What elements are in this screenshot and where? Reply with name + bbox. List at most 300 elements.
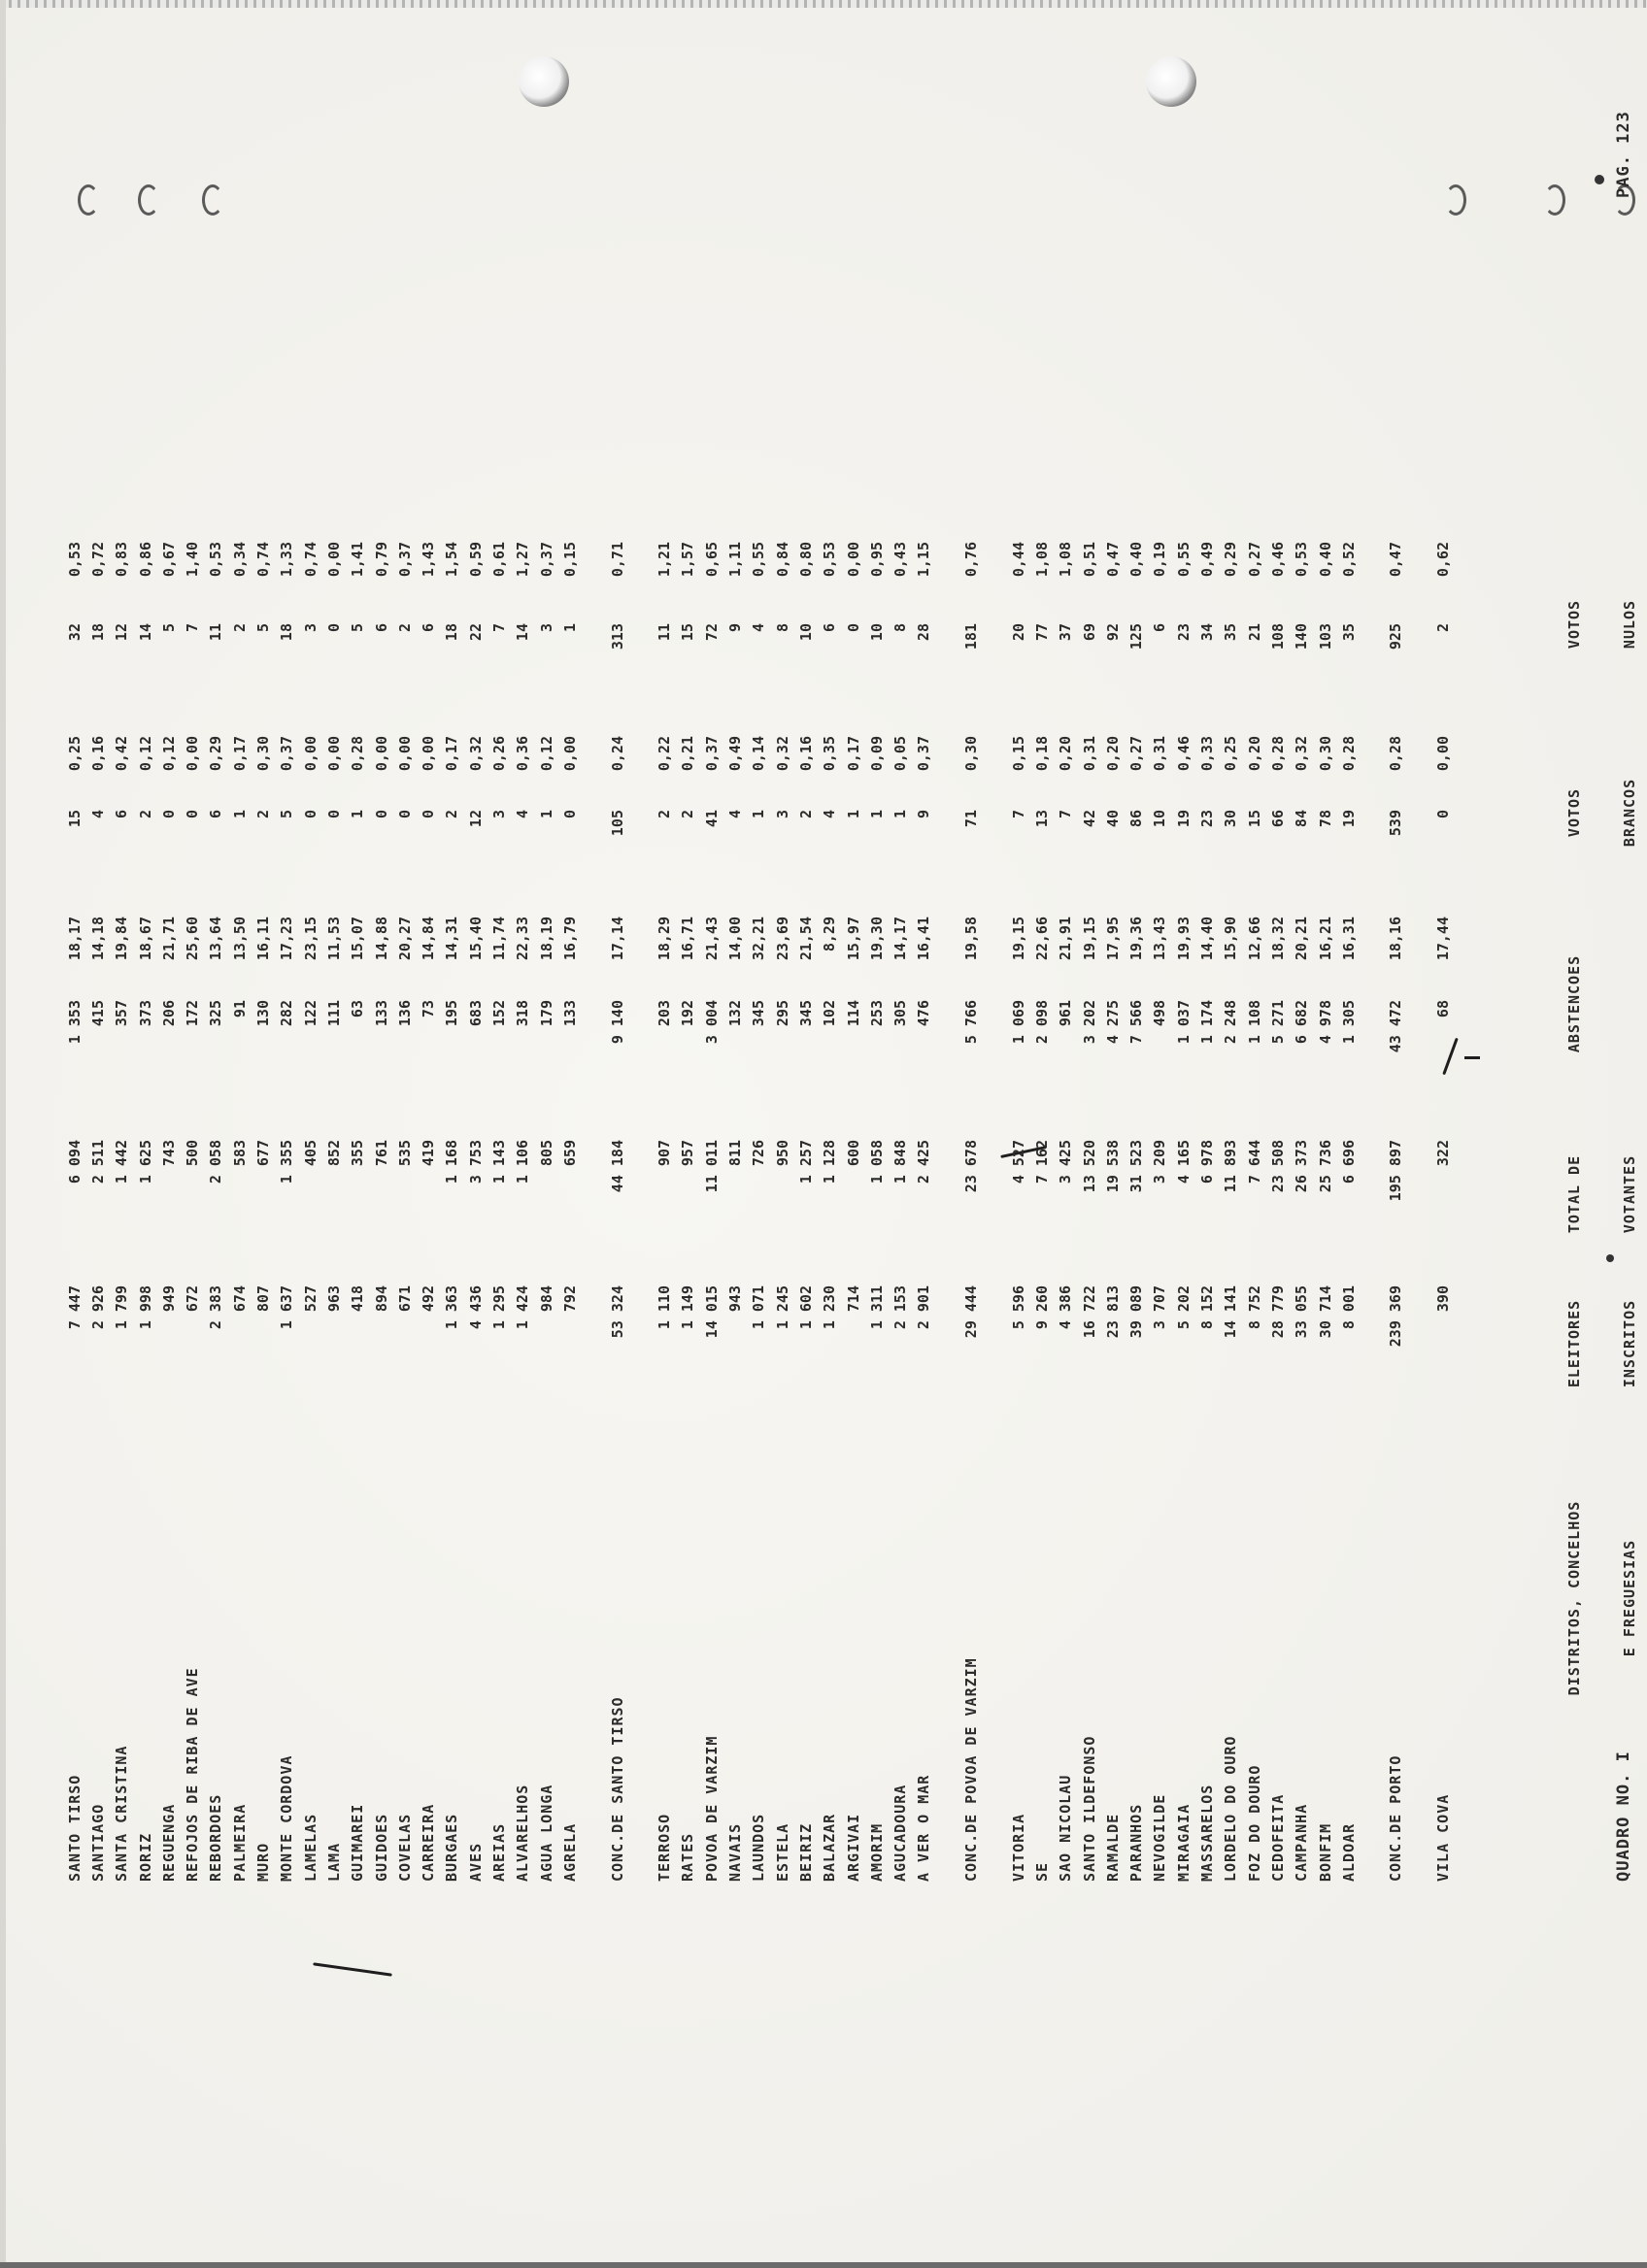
brancos-percent: 0,00 (395, 736, 414, 772)
nulos-percent: 1,15 (915, 542, 933, 578)
quadro-label: QUADRO NO. I (1614, 1751, 1633, 1882)
abstencoes-count: 114 (844, 1000, 862, 1027)
abstencoes-percent: 25,60 (184, 917, 202, 961)
nulos-count: 0 (844, 623, 862, 633)
brancos-percent: 0,21 (679, 736, 697, 772)
brancos-count: 0 (372, 810, 390, 819)
brancos-count: 2 (679, 810, 697, 819)
table-row (1082, 0, 1097, 2268)
eleitores-inscritos: 9 260 (1032, 1285, 1051, 1330)
brancos-percent: 0,05 (891, 736, 910, 772)
brancos-count: 66 (1268, 810, 1287, 828)
brancos-count: 30 (1222, 810, 1240, 828)
abstencoes-count: 1 174 (1198, 1000, 1216, 1045)
abstencoes-percent: 19,15 (1080, 917, 1098, 961)
nulos-count: 15 (679, 623, 697, 642)
table-row (67, 0, 83, 2268)
eleitores-inscritos: 1 110 (655, 1285, 674, 1330)
table-row (1199, 0, 1215, 2268)
abstencoes-percent: 21,71 (159, 917, 178, 961)
nulos-percent: 0,47 (1103, 542, 1122, 578)
total-votantes: 677 (254, 1140, 272, 1167)
brancos-count: 1 (349, 810, 367, 819)
brancos-percent: 0,20 (1057, 736, 1075, 772)
abstencoes-count: 136 (395, 1000, 414, 1027)
brancos-count: 539 (1387, 810, 1405, 837)
eleitores-inscritos: 672 (184, 1285, 202, 1313)
nulos-percent: 1,11 (726, 542, 744, 578)
eleitores-inscritos: 1 149 (679, 1285, 697, 1330)
brancos-percent: 0,30 (962, 736, 980, 772)
brancos-count: 1 (230, 810, 249, 819)
eleitores-inscritos: 53 324 (608, 1285, 626, 1339)
nulos-count: 10 (867, 623, 886, 642)
district-name: BONFIM (1316, 1822, 1334, 1882)
abstencoes-percent: 20,21 (1293, 917, 1311, 961)
total-votantes: 1 355 (278, 1140, 296, 1184)
table-row (1105, 0, 1121, 2268)
nulos-count: 3 (537, 623, 555, 633)
col-header-districts: DISTRITOS, CONCELHOS E FREGUESIAS (1565, 1500, 1638, 1696)
eleitores-inscritos: 1 799 (113, 1285, 131, 1330)
table-row (916, 0, 931, 2268)
nulos-percent: 0,65 (702, 542, 721, 578)
abstencoes-count: 203 (655, 1000, 674, 1027)
eleitores-inscritos: 674 (230, 1285, 249, 1313)
nulos-percent: 0,62 (1434, 542, 1452, 578)
total-votantes: 726 (750, 1140, 768, 1167)
total-votantes: 1 168 (443, 1140, 461, 1184)
eleitores-inscritos: 7 447 (65, 1285, 84, 1330)
brancos-count: 6 (113, 810, 131, 819)
table-row (610, 0, 625, 2268)
abstencoes-count: 111 (324, 1000, 343, 1027)
eleitores-inscritos: 949 (159, 1285, 178, 1313)
abstencoes-percent: 19,58 (962, 917, 980, 961)
nulos-count: 5 (254, 623, 272, 633)
abstencoes-count: 498 (1151, 1000, 1169, 1027)
abstencoes-count: 282 (278, 1000, 296, 1027)
total-votantes: 23 508 (1268, 1140, 1287, 1193)
table-row (586, 0, 601, 2268)
table-row (656, 0, 672, 2268)
nulos-percent: 1,33 (278, 542, 296, 578)
eleitores-inscritos: 418 (349, 1285, 367, 1313)
eleitores-inscritos: 2 926 (88, 1285, 107, 1330)
brancos-count: 4 (514, 810, 532, 819)
nulos-count: 77 (1032, 623, 1051, 642)
eleitores-inscritos: 1 637 (278, 1285, 296, 1330)
district-name: AMORIM (867, 1822, 886, 1882)
abstencoes-count: 961 (1057, 1000, 1075, 1027)
district-name: POVOA DE VARZIM (702, 1735, 721, 1882)
total-votantes: 1 442 (113, 1140, 131, 1184)
district-name: SANTO ILDEFONSO (1080, 1735, 1098, 1882)
nulos-percent: 0,47 (1387, 542, 1405, 578)
nulos-percent: 0,40 (1127, 542, 1146, 578)
abstencoes-count: 373 (136, 1000, 154, 1027)
brancos-count: 3 (490, 810, 508, 819)
total-votantes: 419 (420, 1140, 438, 1167)
abstencoes-count: 3 202 (1080, 1000, 1098, 1045)
table-row (1034, 0, 1050, 2268)
eleitores-inscritos: 1 311 (867, 1285, 886, 1330)
abstencoes-count: 305 (891, 1000, 910, 1027)
brancos-count: 6 (207, 810, 225, 819)
abstencoes-percent: 16,31 (1339, 917, 1358, 961)
table-row (539, 0, 555, 2268)
nulos-count: 18 (443, 623, 461, 642)
district-name: MURO (254, 1842, 272, 1882)
table-row (1011, 0, 1026, 2268)
abstencoes-percent: 19,36 (1127, 917, 1146, 961)
nulos-count: 8 (891, 623, 910, 633)
nulos-percent: 1,41 (349, 542, 367, 578)
col-header-abstencoes: ABSTENCOES (1565, 954, 1583, 1053)
total-votantes: 761 (372, 1140, 390, 1167)
abstencoes-percent: 8,29 (821, 917, 839, 952)
table-row (350, 0, 365, 2268)
abstencoes-count: 4 275 (1103, 1000, 1122, 1045)
eleitores-inscritos: 1 245 (773, 1285, 791, 1330)
abstencoes-percent: 13,64 (207, 917, 225, 961)
abstencoes-count: 195 (443, 1000, 461, 1027)
nulos-count: 140 (1293, 623, 1311, 650)
abstencoes-count: 5 271 (1268, 1000, 1287, 1045)
district-name: VILA COVA (1434, 1793, 1452, 1882)
brancos-count: 1 (891, 810, 910, 819)
table-row (846, 0, 861, 2268)
table-row (90, 0, 106, 2268)
total-votantes: 195 897 (1387, 1140, 1405, 1202)
eleitores-inscritos: 14 015 (702, 1285, 721, 1339)
brancos-count: 4 (726, 810, 744, 819)
nulos-percent: 0,46 (1268, 542, 1287, 578)
abstencoes-count: 43 472 (1387, 1000, 1405, 1053)
nulos-count: 2 (395, 623, 414, 633)
col-header-nulos: VOTOS NULOS (1565, 599, 1638, 650)
abstencoes-percent: 23,69 (773, 917, 791, 961)
brancos-count: 78 (1316, 810, 1334, 828)
district-name: REGUENGA (159, 1803, 178, 1882)
table-row (1412, 0, 1428, 2268)
eleitores-inscritos: 390 (1434, 1285, 1452, 1313)
brancos-percent: 0,28 (1387, 736, 1405, 772)
nulos-percent: 0,52 (1339, 542, 1358, 578)
district-name: GUIDOES (372, 1813, 390, 1882)
total-votantes: 1 625 (136, 1140, 154, 1184)
table-row (1294, 0, 1309, 2268)
total-votantes: 1 257 (796, 1140, 815, 1184)
abstencoes-count: 68 (1434, 1000, 1452, 1018)
district-name: A VER O MAR (915, 1774, 933, 1882)
table-row (869, 0, 885, 2268)
district-name: LAMELAS (301, 1813, 319, 1882)
brancos-percent: 0,20 (1245, 736, 1263, 772)
eleitores-inscritos: 2 901 (915, 1285, 933, 1330)
abstencoes-count: 133 (372, 1000, 390, 1027)
nulos-count: 72 (702, 623, 721, 642)
nulos-percent: 0,84 (773, 542, 791, 578)
district-name: SANTIAGO (88, 1803, 107, 1882)
nulos-count: 1 (560, 623, 579, 633)
table-row (822, 0, 837, 2268)
table-row (775, 0, 790, 2268)
brancos-count: 5 (278, 810, 296, 819)
brancos-percent: 0,46 (1174, 736, 1193, 772)
table-row (468, 0, 484, 2268)
nulos-percent: 0,74 (254, 542, 272, 578)
eleitores-inscritos: 792 (560, 1285, 579, 1313)
brancos-count: 0 (301, 810, 319, 819)
nulos-percent: 0,44 (1009, 542, 1027, 578)
total-votantes: 2 511 (88, 1140, 107, 1184)
nulos-count: 8 (773, 623, 791, 633)
district-name: ARGIVAI (844, 1813, 862, 1882)
eleitores-inscritos: 30 714 (1316, 1285, 1334, 1339)
total-votantes: 6 978 (1198, 1140, 1216, 1184)
district-name: RORIZ (136, 1832, 154, 1882)
brancos-count: 0 (395, 810, 414, 819)
brancos-percent: 0,00 (560, 736, 579, 772)
district-name: AGUCADOURA (891, 1784, 910, 1882)
eleitores-inscritos: 1 998 (136, 1285, 154, 1330)
nulos-percent: 0,34 (230, 542, 249, 578)
district-name: CAMPANHA (1293, 1803, 1311, 1882)
nulos-percent: 0,19 (1151, 542, 1169, 578)
nulos-percent: 1,40 (184, 542, 202, 578)
abstencoes-percent: 13,50 (230, 917, 249, 961)
total-votantes: 4 527 (1009, 1140, 1027, 1184)
eleitores-inscritos: 1 071 (750, 1285, 768, 1330)
eleitores-inscritos: 23 813 (1103, 1285, 1122, 1339)
abstencoes-percent: 12,66 (1245, 917, 1263, 961)
total-votantes: 1 848 (891, 1140, 910, 1184)
brancos-percent: 0,14 (750, 736, 768, 772)
eleitores-inscritos: 8 752 (1245, 1285, 1263, 1330)
abstencoes-count: 318 (514, 1000, 532, 1027)
total-votantes: 19 538 (1103, 1140, 1122, 1193)
abstencoes-count: 9 140 (608, 1000, 626, 1045)
total-votantes: 6 094 (65, 1140, 84, 1184)
nulos-count: 2 (1434, 623, 1452, 633)
abstencoes-count: 3 004 (702, 1000, 721, 1045)
district-name: NEVOGILDE (1151, 1793, 1169, 1882)
nulos-percent: 0,59 (466, 542, 485, 578)
total-votantes: 743 (159, 1140, 178, 1167)
district-name: ALDOAR (1339, 1822, 1358, 1882)
eleitores-inscritos: 807 (254, 1285, 272, 1313)
district-name: CONC.DE PORTO (1387, 1754, 1405, 1882)
brancos-count: 105 (608, 810, 626, 837)
brancos-percent: 0,32 (466, 736, 485, 772)
abstencoes-count: 132 (726, 1000, 744, 1027)
nulos-count: 20 (1009, 623, 1027, 642)
brancos-percent: 0,30 (1316, 736, 1334, 772)
eleitores-inscritos: 5 596 (1009, 1285, 1027, 1330)
brancos-percent: 0,09 (867, 736, 886, 772)
brancos-percent: 0,37 (702, 736, 721, 772)
abstencoes-percent: 17,23 (278, 917, 296, 961)
total-votantes: 1 143 (490, 1140, 508, 1184)
brancos-percent: 0,30 (254, 736, 272, 772)
brancos-count: 1 (537, 810, 555, 819)
district-name: COVELAS (395, 1813, 414, 1882)
abstencoes-percent: 17,95 (1103, 917, 1122, 961)
abstencoes-percent: 22,33 (514, 917, 532, 961)
brancos-count: 2 (796, 810, 815, 819)
nulos-count: 37 (1057, 623, 1075, 642)
nulos-percent: 0,80 (796, 542, 815, 578)
nulos-percent: 0,15 (560, 542, 579, 578)
district-name: RAMALDE (1103, 1813, 1122, 1882)
brancos-percent: 0,18 (1032, 736, 1051, 772)
district-name: SANTA CRISTINA (113, 1745, 131, 1882)
total-votantes: 405 (301, 1140, 319, 1167)
eleitores-inscritos: 1 424 (514, 1285, 532, 1330)
brancos-count: 13 (1032, 810, 1051, 828)
nulos-count: 103 (1316, 623, 1334, 650)
table-row (374, 0, 389, 2268)
nulos-count: 5 (159, 623, 178, 633)
district-name: LAMA (324, 1842, 343, 1882)
nulos-count: 10 (796, 623, 815, 642)
eleitores-inscritos: 29 444 (962, 1285, 980, 1339)
table-row (491, 0, 507, 2268)
abstencoes-percent: 14,00 (726, 917, 744, 961)
total-votantes: 11 893 (1222, 1140, 1240, 1193)
nulos-percent: 0,49 (1198, 542, 1216, 578)
eleitores-inscritos: 527 (301, 1285, 319, 1313)
abstencoes-count: 91 (230, 1000, 249, 1018)
brancos-percent: 0,26 (490, 736, 508, 772)
eleitores-inscritos: 4 386 (1057, 1285, 1075, 1330)
nulos-count: 5 (349, 623, 367, 633)
district-name: CEDOFEITA (1268, 1793, 1287, 1882)
abstencoes-percent: 17,44 (1434, 917, 1452, 961)
brancos-count: 12 (466, 810, 485, 828)
total-votantes: 31 523 (1127, 1140, 1146, 1193)
table-row (892, 0, 908, 2268)
brancos-count: 2 (655, 810, 674, 819)
brancos-count: 0 (159, 810, 178, 819)
nulos-count: 18 (88, 623, 107, 642)
col-header-inscritos: ELEITORES INSCRITOS (1565, 1299, 1638, 1388)
district-name: ESTELA (773, 1822, 791, 1882)
brancos-count: 7 (1057, 810, 1075, 819)
abstencoes-percent: 18,67 (136, 917, 154, 961)
brancos-percent: 0,29 (207, 736, 225, 772)
nulos-percent: 1,27 (514, 542, 532, 578)
nulos-count: 23 (1174, 623, 1193, 642)
eleitores-inscritos: 2 383 (207, 1285, 225, 1330)
district-name: BURGAES (443, 1813, 461, 1882)
nulos-percent: 0,37 (395, 542, 414, 578)
eleitores-inscritos: 39 089 (1127, 1285, 1146, 1339)
abstencoes-percent: 21,54 (796, 917, 815, 961)
abstencoes-percent: 16,41 (915, 917, 933, 961)
total-votantes: 6 696 (1339, 1140, 1358, 1184)
eleitores-inscritos: 714 (844, 1285, 862, 1313)
district-name: CARREIRA (420, 1803, 438, 1882)
brancos-count: 0 (184, 810, 202, 819)
nulos-count: 32 (65, 623, 84, 642)
abstencoes-count: 357 (113, 1000, 131, 1027)
abstencoes-percent: 14,84 (420, 917, 438, 961)
abstencoes-percent: 19,15 (1009, 917, 1027, 961)
table-row (798, 0, 814, 2268)
nulos-percent: 0,83 (113, 542, 131, 578)
district-name: CONC.DE POVOA DE VARZIM (962, 1657, 980, 1882)
brancos-percent: 0,31 (1151, 736, 1169, 772)
district-name: REBORDOES (207, 1793, 225, 1882)
nulos-count: 22 (466, 623, 485, 642)
brancos-percent: 0,00 (420, 736, 438, 772)
total-votantes: 3 425 (1057, 1140, 1075, 1184)
district-name: REFOJOS DE RIBA DE AVE (184, 1667, 202, 1882)
nulos-count: 6 (1151, 623, 1169, 633)
total-votantes: 4 165 (1174, 1140, 1193, 1184)
abstencoes-percent: 16,21 (1316, 917, 1334, 961)
abstencoes-percent: 32,21 (750, 917, 768, 961)
table-row (751, 0, 766, 2268)
abstencoes-percent: 18,17 (65, 917, 84, 961)
table-row (1341, 0, 1357, 2268)
nulos-percent: 0,40 (1316, 542, 1334, 578)
abstencoes-count: 2 248 (1222, 1000, 1240, 1045)
brancos-percent: 0,28 (1268, 736, 1287, 772)
abstencoes-percent: 13,43 (1151, 917, 1169, 961)
total-votantes: 13 520 (1080, 1140, 1098, 1193)
eleitores-inscritos: 14 141 (1222, 1285, 1240, 1339)
brancos-count: 1 (750, 810, 768, 819)
abstencoes-percent: 18,16 (1387, 917, 1405, 961)
table-row (1128, 0, 1144, 2268)
total-votantes: 852 (324, 1140, 343, 1167)
eleitores-inscritos: 16 722 (1080, 1285, 1098, 1339)
nulos-count: 14 (136, 623, 154, 642)
abstencoes-count: 73 (420, 1000, 438, 1018)
brancos-percent: 0,37 (278, 736, 296, 772)
abstencoes-count: 295 (773, 1000, 791, 1027)
brancos-count: 0 (560, 810, 579, 819)
nulos-count: 181 (962, 623, 980, 650)
abstencoes-count: 345 (750, 1000, 768, 1027)
brancos-percent: 0,00 (372, 736, 390, 772)
table-row (704, 0, 720, 2268)
district-name: AGRELA (560, 1822, 579, 1882)
brancos-percent: 0,24 (608, 736, 626, 772)
district-name: PARANHOS (1127, 1803, 1146, 1882)
abstencoes-count: 253 (867, 1000, 886, 1027)
table-row (185, 0, 200, 2268)
total-votantes: 3 753 (466, 1140, 485, 1184)
table-row (1388, 0, 1403, 2268)
brancos-count: 9 (915, 810, 933, 819)
nulos-percent: 1,54 (443, 542, 461, 578)
brancos-percent: 0,28 (349, 736, 367, 772)
total-votantes: 805 (537, 1140, 555, 1167)
abstencoes-count: 179 (537, 1000, 555, 1027)
nulos-percent: 0,53 (821, 542, 839, 578)
nulos-count: 11 (655, 623, 674, 642)
total-votantes: 1 128 (821, 1140, 839, 1184)
district-name: LORDELO DO OURO (1222, 1735, 1240, 1882)
table-row (1435, 0, 1451, 2268)
eleitores-inscritos: 1 602 (796, 1285, 815, 1330)
total-votantes: 1 058 (867, 1140, 886, 1184)
abstencoes-percent: 17,14 (608, 917, 626, 961)
